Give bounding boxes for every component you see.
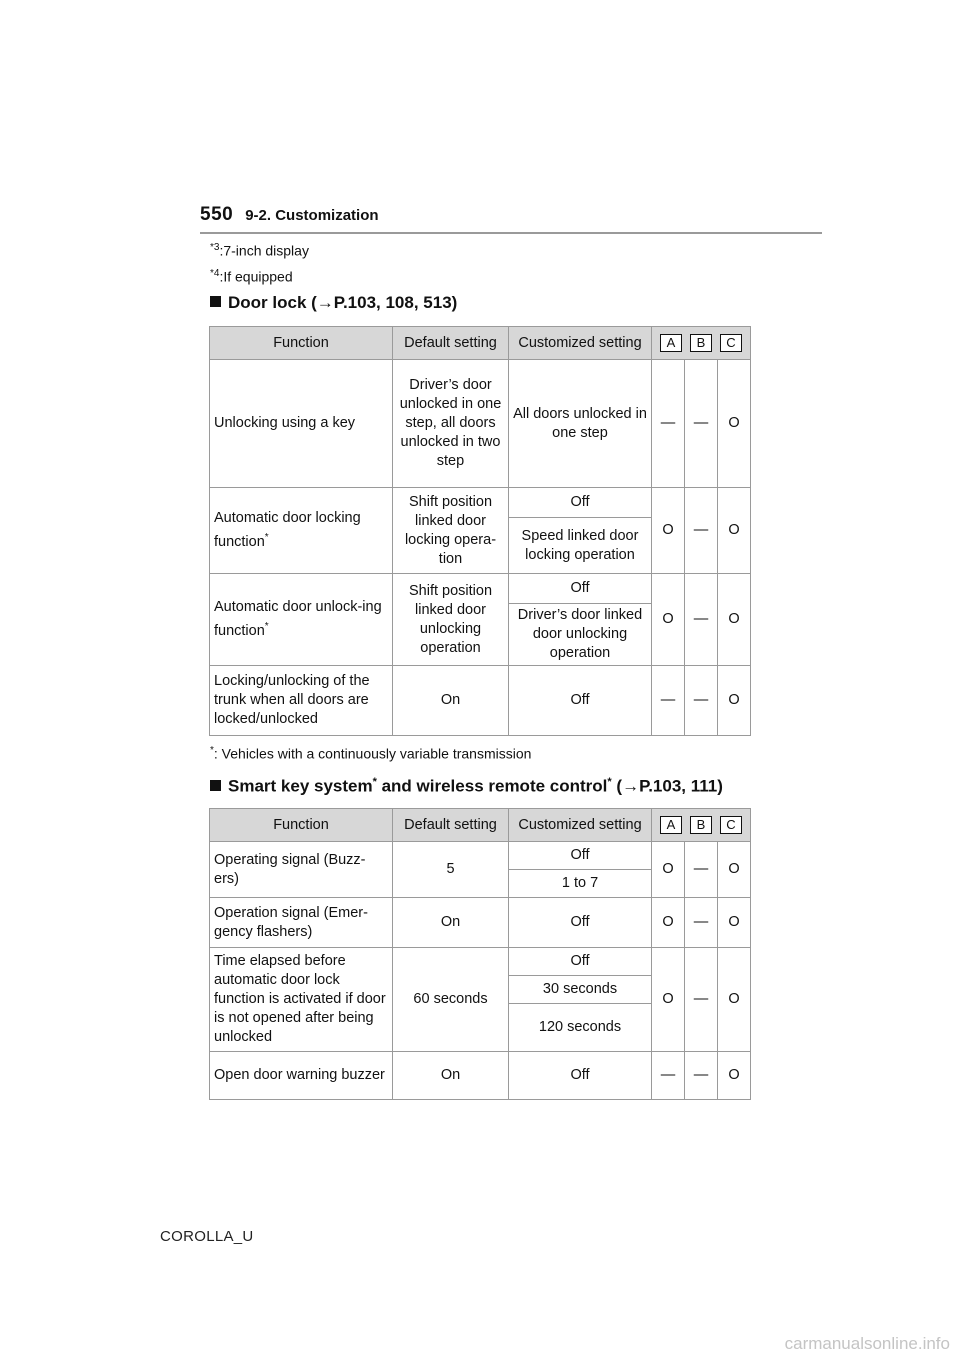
col-function: Function	[210, 327, 393, 360]
table-row: Automatic door locking function* Shift position linked door locking opera-tion Off O — O	[210, 488, 751, 518]
section-title: 9-2. Customization	[245, 207, 379, 224]
table-row: 1 to 7	[210, 870, 751, 898]
table-header-row	[210, 327, 751, 360]
table-row: Driver’s door linked door unlocking operation	[210, 604, 751, 666]
page-header	[200, 204, 379, 226]
arrow-icon: →	[316, 293, 334, 312]
col-abc	[652, 327, 751, 360]
square-bullet-icon	[210, 780, 221, 791]
table-row: Time elapsed before automatic door lock function is activated if door is not opened after being unlocked 60 seconds Off O — O	[210, 948, 751, 976]
door-lock-footnote: *: Vehicles with a continuously variable transmission	[210, 745, 532, 762]
square-bullet-icon	[210, 296, 221, 307]
col-custom: Customized setting	[509, 809, 652, 842]
col-a: A	[660, 334, 682, 352]
col-b: B	[690, 334, 712, 352]
table-row: Unlocking using a key Driver’s door unlocked in one step, all doors unlocked in two step All doors unlocked in one step — — O	[210, 360, 751, 488]
table-row: Automatic door unlock-ing function* Shift position linked door unlocking operation Off O — O	[210, 574, 751, 604]
col-default: Default setting	[393, 809, 509, 842]
table-row: Speed linked door locking operation	[210, 518, 751, 574]
table-row: 30 seconds	[210, 976, 751, 1004]
footer-model: COROLLA_U	[160, 1228, 254, 1245]
arrow-icon: →	[622, 776, 640, 796]
header-divider	[200, 232, 822, 234]
col-c: C	[720, 334, 742, 352]
table-row: Locking/unlocking of the trunk when all doors are locked/unlocked On Off — — O	[210, 666, 751, 736]
table-header-row	[210, 809, 751, 842]
col-function: Function	[210, 809, 393, 842]
smart-key-heading: Smart key system* and wireless remote control* (→P.103, 111)	[210, 776, 723, 797]
watermark: carmanualsonline.info	[784, 1334, 950, 1353]
table-row: 120 seconds	[210, 1004, 751, 1052]
table-row: Operating signal (Buzz-ers) 5 Off O — O	[210, 842, 751, 870]
note-if-equipped: $^{*4}$:If equipped	[210, 268, 293, 285]
col-c: C	[720, 816, 742, 834]
col-default: Default setting	[393, 327, 509, 360]
smart-key-table	[209, 808, 751, 1100]
door-lock-heading: Door lock (→P.103, 108, 513)	[210, 293, 457, 313]
col-abc	[652, 809, 751, 842]
col-a: A	[660, 816, 682, 834]
door-lock-table	[209, 326, 751, 736]
col-b: B	[690, 816, 712, 834]
note-7inch-display: $^{*3}$:7-inch display	[210, 242, 309, 259]
table-row: Operation signal (Emer-gency flashers) On Off O — O	[210, 898, 751, 948]
table-row: Open door warning buzzer On Off — — O	[210, 1052, 751, 1100]
page-number: 550	[200, 204, 234, 225]
col-custom: Customized setting	[509, 327, 652, 360]
